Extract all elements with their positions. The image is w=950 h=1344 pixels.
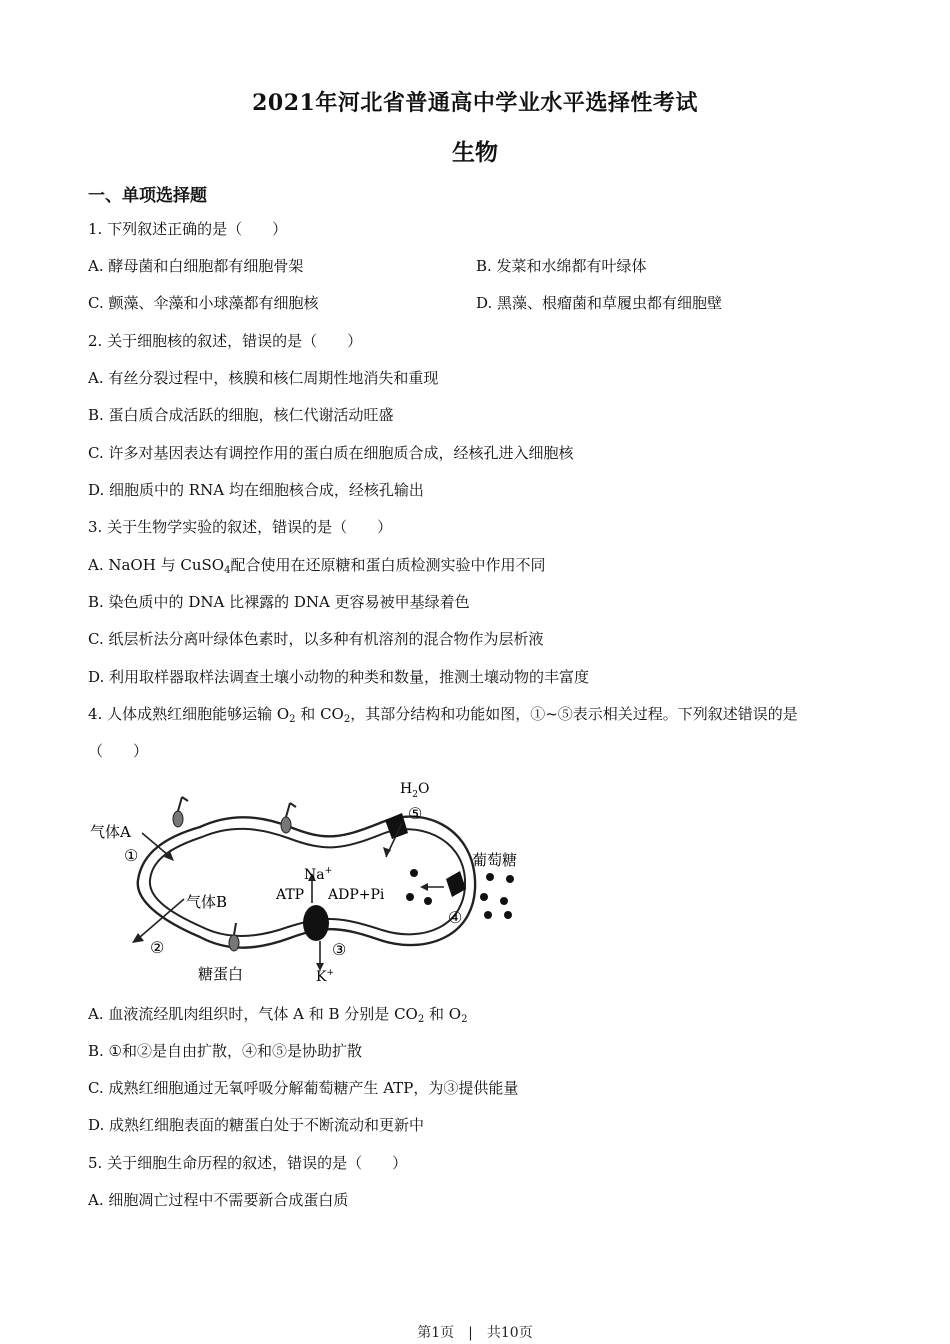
atp-label: ATP bbox=[276, 887, 305, 903]
section-heading: 一、单项选择题 bbox=[88, 186, 207, 206]
q4-option-a: A. 血液流经肌肉组织时，气体 A 和 B 分别是 $CO_2$ 和 $O_2$ bbox=[88, 1005, 468, 1025]
na-label: Na+ bbox=[304, 866, 333, 883]
q1-stem: 1. 下列叙述正确的是（ ） bbox=[88, 220, 288, 238]
q2-option-d: D. 细胞质中的 RNA 均在细胞核合成，经核孔输出 bbox=[88, 481, 424, 499]
gas-b-label: 气体B bbox=[186, 893, 228, 911]
q3-option-b: B. 染色质中的 DNA 比裸露的 DNA 更容易被甲基绿着色 bbox=[88, 593, 470, 611]
process-4-label: ④ bbox=[448, 908, 463, 927]
glycoprotein-top-left bbox=[173, 797, 188, 827]
q3-option-d: D. 利用取样器取样法调查土壤小动物的种类和数量，推测土壤动物的丰富度 bbox=[88, 668, 590, 686]
q2-option-b: B. 蛋白质合成活跃的细胞，核仁代谢活动旺盛 bbox=[88, 406, 394, 424]
q4-stem: 4. 人体成熟红细胞能够运输 $O_2$ 和 $CO_2$，其部分结构和功能如图，①~⑤表示相关过程。下列叙述错误的是 bbox=[88, 705, 798, 725]
q2-stem: 2. 关于细胞核的叙述，错误的是（ ） bbox=[88, 332, 363, 350]
q2-option-a: A. 有丝分裂过程中，核膜和核仁周期性地消失和重现 bbox=[88, 369, 439, 387]
q4-stem-paren: （ ） bbox=[88, 742, 149, 760]
glucose-carrier-protein bbox=[446, 871, 466, 897]
k-label: K+ bbox=[316, 968, 335, 985]
process-1-label: ① bbox=[124, 846, 139, 865]
q4-option-b: B. ①和②是自由扩散，④和⑤是协助扩散 bbox=[88, 1042, 363, 1060]
process-3-label: ③ bbox=[332, 940, 347, 959]
q5-option-a: A. 细胞凋亡过程中不需要新合成蛋白质 bbox=[88, 1191, 349, 1209]
sodium-potassium-pump bbox=[303, 905, 329, 941]
q4-option-c: C. 成熟红细胞通过无氧呼吸分解葡萄糖产生 ATP，为③提供能量 bbox=[88, 1079, 519, 1097]
q3-stem: 3. 关于生物学实验的叙述，错误的是（ ） bbox=[88, 518, 393, 536]
glycoprotein-bottom bbox=[229, 923, 239, 951]
q1-option-c: C. 颤藻、伞藻和小球藻都有细胞核 bbox=[88, 294, 319, 312]
q3-option-a: A. NaOH 与 CuSO$_4$配合使用在还原糖和蛋白质检测实验中作用不同 bbox=[88, 556, 546, 576]
q1-option-b: B. 发菜和水绵都有叶绿体 bbox=[476, 257, 647, 275]
h2o-label: $H_2O$ bbox=[400, 781, 430, 800]
page-footer: 第1页 | 共10页 bbox=[417, 1325, 533, 1341]
adp-label: ADP+Pi bbox=[328, 887, 385, 903]
glucose-label: 葡萄糖 bbox=[472, 851, 518, 869]
q1-option-a: A. 酵母菌和白细胞都有细胞骨架 bbox=[88, 257, 304, 275]
q1-option-d: D. 黑藻、根瘤菌和草履虫都有细胞壁 bbox=[476, 294, 723, 312]
process-5-label: ⑤ bbox=[408, 804, 423, 823]
red-blood-cell-diagram bbox=[80, 775, 530, 985]
exam-title: 2021年河北省普通高中学业水平选择性考试 bbox=[252, 90, 698, 116]
process-2-label: ② bbox=[150, 938, 165, 957]
q3-option-c: C. 纸层析法分离叶绿体色素时，以多种有机溶剂的混合物作为层析液 bbox=[88, 630, 544, 648]
glycoprotein-label: 糖蛋白 bbox=[198, 965, 244, 983]
q2-option-c: C. 许多对基因表达有调控作用的蛋白质在细胞质合成，经核孔进入细胞核 bbox=[88, 444, 574, 462]
q5-stem: 5. 关于细胞生命历程的叙述，错误的是（ ） bbox=[88, 1154, 408, 1172]
gas-a-label: 气体A bbox=[90, 823, 131, 841]
q4-option-d: D. 成熟红细胞表面的糖蛋白处于不断流动和更新中 bbox=[88, 1116, 425, 1134]
subject-title: 生物 bbox=[452, 139, 498, 166]
